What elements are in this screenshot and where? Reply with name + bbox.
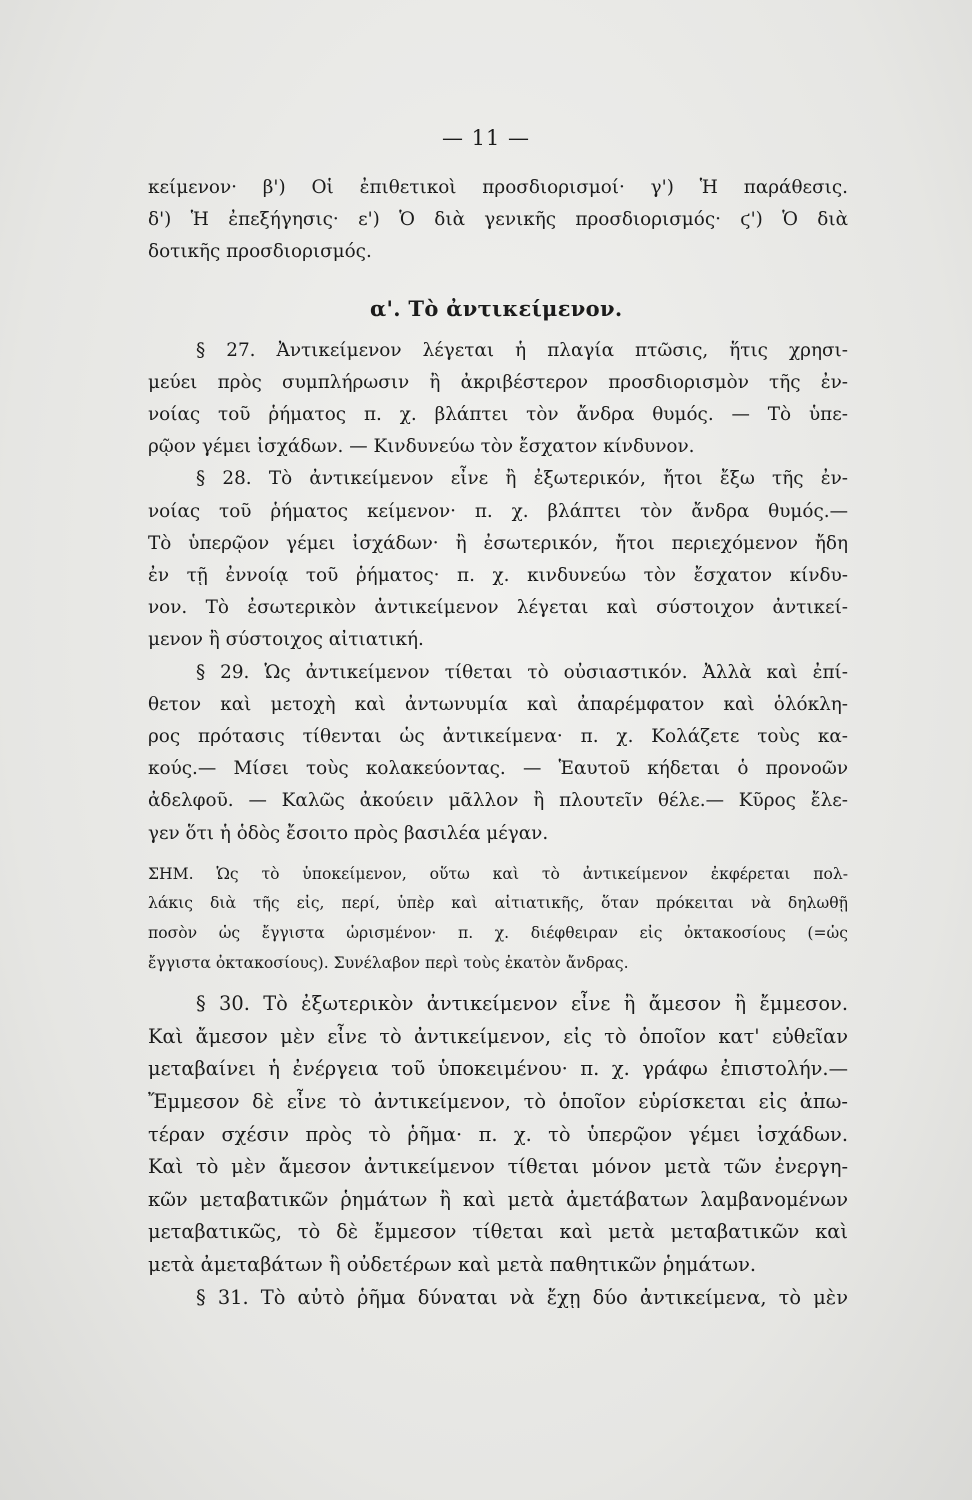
paragraph-30	[148, 988, 848, 1314]
text-line: Τὸ ὑπερῷον γέμει ἰσχάδων· ἢ ἐσωτερικόν, ἤτοι περιεχόμενον ἤδη	[148, 532, 848, 554]
text-line: Ἔμμεσον δὲ εἶνε τὸ ἀντικείμενον, τὸ ὁποῖον εὑρίσκεται εἰς ἀπω-	[148, 1090, 848, 1114]
text-line: § 29. Ὡς ἀντικείμενον τίθεται τὸ οὐσιαστικόν. Ἀλλὰ καὶ ἐπί-	[196, 661, 848, 683]
spacer	[148, 269, 848, 283]
note-line: λάκις διὰ τῆς εἰς, περί, ὑπὲρ καὶ αἰτιατικῆς, ὅταν πρόκειται νὰ δηλωθῇ	[148, 894, 848, 913]
text-line: μεταβατικῶς, τὸ δὲ ἔμμεσον τίθεται καὶ μετὰ μεταβατικῶν καὶ	[148, 1220, 848, 1244]
text-line: μεταβαίνει ἡ ἐνέργεια τοῦ ὑποκειμένου· π. χ. γράφω ἐπιστολήν.—	[148, 1057, 848, 1081]
text-line: θετον καὶ μετοχὴ καὶ ἀντωνυμία καὶ ἀπαρέμφατον καὶ ὁλόκλη-	[148, 693, 848, 715]
text-line: κούς.— Μίσει τοὺς κολακεύοντας. — Ἑαυτοῦ κήδεται ὁ προνοῶν	[148, 758, 848, 780]
text-line: νοίας τοῦ ῥήματος π. χ. βλάπτει τὸν ἄνδρα θυμός. — Τὸ ὑπε-	[148, 404, 848, 426]
note-line: ποσὸν ὡς ἔγγιστα ὡρισμένον· π. χ. διέφθειραν εἰς ὀκτακοσίους (=ὡς	[148, 924, 848, 943]
text-line: Καὶ τὸ μὲν ἄμεσον ἀντικείμενον τίθεται μόνον μετὰ τῶν ἐνεργη-	[148, 1155, 848, 1179]
text-line: δοτικῆς προσδιορισμός.	[148, 241, 372, 263]
text-line: § 31. Τὸ αὐτὸ ῥῆμα δύναται νὰ ἔχῃ δύο ἀντικείμενα, τὸ μὲν	[196, 1285, 848, 1309]
note-line: ἔγγιστα ὀκτακοσίους). Συνέλαβον περὶ τοὺς ἑκατὸν ἄνδρας.	[148, 953, 629, 972]
text-line: κῶν μεταβατικῶν ῥημάτων ἢ καὶ μετὰ ἀμετάβατων λαμβανομένων	[148, 1187, 848, 1211]
text-line: μεύει πρὸς συμπλήρωσιν ἢ ἀκριβέστερον προσδιορισμὸν τῆς ἐν-	[148, 371, 848, 393]
text-line: δ') Ἡ ἐπεξήγησις· ε') Ὁ διὰ γενικῆς προσδιορισμός· ϛ') Ὁ διὰ	[148, 209, 848, 231]
text-block	[148, 172, 848, 1314]
text-line: § 30. Τὸ ἐξωτερικὸν ἀντικείμενον εἶνε ἢ ἄμεσον ἢ ἔμμεσον.	[196, 992, 848, 1016]
text-line: ρος πρότασις τίθενται ὡς ἀντικείμενα· π. χ. Κολάζετε τοὺς κα-	[148, 726, 848, 748]
text-line: ἀδελφοῦ. — Καλῶς ἀκούειν μᾶλλον ἢ πλουτεῖν θέλε.— Κῦρος ἔλε-	[148, 790, 848, 812]
text-line: ρῷον γέμει ἰσχάδων. — Κινδυνεύω τὸν ἔσχατον κίνδυνον.	[148, 436, 695, 458]
text-line: § 27. Ἀντικείμενον λέγεται ἡ πλαγία πτῶσις, ἥτις χρησι-	[196, 339, 848, 361]
section-heading: α'. Τὸ ἀντικείμενον.	[370, 295, 623, 321]
text-line: ἐν τῇ ἐννοίᾳ τοῦ ῥήματος· π. χ. κινδυνεύω τὸν ἔσχατον κίνδυ-	[148, 565, 848, 587]
note-paragraph	[148, 860, 848, 978]
text-line: § 28. Τὸ ἀντικείμενον εἶνε ἢ ἐξωτερικόν, ἤτοι ἔξω τῆς ἐν-	[196, 468, 848, 490]
page-number: — 11 —	[441, 126, 531, 150]
note-line: ΣΗΜ. Ὡς τὸ ὑποκείμενον, οὕτω καὶ τὸ ἀντικείμενον ἐκφέρεται πολ-	[148, 864, 848, 883]
text-line: μετὰ ἀμεταβάτων ἢ οὐδετέρων καὶ μετὰ παθητικῶν ῥημάτων.	[148, 1252, 757, 1276]
text-line: νοίας τοῦ ῥήματος κείμενον· π. χ. βλάπτει τὸν ἄνδρα θυμός.—	[148, 500, 848, 522]
intro-paragraph	[148, 172, 848, 269]
paragraph-29	[148, 657, 848, 850]
paragraph-27	[148, 335, 848, 464]
text-line: Καὶ ἄμεσον μὲν εἶνε τὸ ἀντικείμενον, εἰς τὸ ὁποῖον κατ' εὐθεῖαν	[148, 1024, 848, 1048]
text-line: μενον ἢ σύστοιχος αἰτιατική.	[148, 629, 424, 651]
text-line: νον. Τὸ ἐσωτερικὸν ἀντικείμενον λέγεται καὶ σύστοιχον ἀντικεί-	[148, 597, 848, 619]
text-line: τέραν σχέσιν πρὸς τὸ ῥῆμα· π. χ. τὸ ὑπερῷον γέμει ἰσχάδων.	[148, 1122, 848, 1146]
text-line: κείμενον· β') Οἱ ἐπιθετικοὶ προσδιορισμοί· γ') Ἡ παράθεσις.	[148, 177, 848, 198]
paragraph-28	[148, 463, 848, 656]
text-line: γεν ὅτι ἡ ὁδὸς ἔσοιτο πρὸς βασιλέα μέγαν.	[148, 822, 549, 844]
